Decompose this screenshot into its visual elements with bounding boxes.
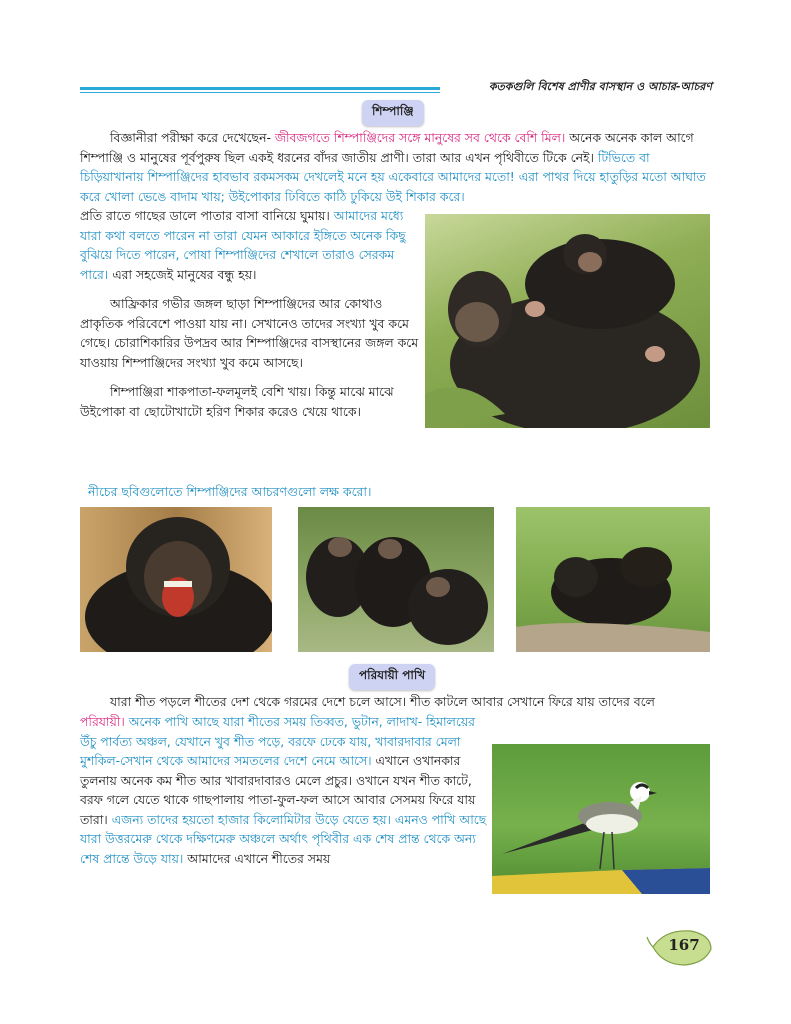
wagtail-bird-photo [492, 744, 710, 894]
paragraph-migratory-body [80, 712, 488, 868]
highlight-text: আমাদের মধ্যে যারা কথা বলতে পারেন না তারা যেমন আকারে ইঙ্গিতে অনেক কিছু বুঝিয়ে দিতে পারেন, পোষা শিম্পাঞ্জিদের শেখালে তারাও সেরকম পারে। [80, 208, 406, 282]
chimpanzee-group-photo [298, 507, 494, 652]
paragraph-diet: শিম্পাঞ্জিরা শাকপাতা-ফলমূলই বেশি খায়। কিন্তু মাঝে মাঝে উইপোকা বা ছোটোখাটো হরিণ শিকার করেও খেয়ে থাকে। [80, 384, 394, 419]
highlight-text: এজন্য তাদের হয়তো হাজার কিলোমিটার উড়ে যেতে হয়। এমনও পাখি আছে যারা উত্তরমেরু থেকে দক্ষিণমেরু অঞ্চলে অর্থাৎ পৃথিবীর এক শেষ প্রান্ত থেকে অন্য শেষ প্রান্তে উড়ে যায়। [80, 811, 487, 866]
chapter-header: কতকগুলি বিশেষ প্রাণীর বাসস্থান ও আচার-আচরণ [488, 80, 712, 93]
highlight-text: জীবজগতে শিম্পাঞ্জিদের সঙ্গে মানুষের সব থেকে বেশি মিল। [274, 130, 566, 145]
header-rule [80, 87, 440, 90]
text-run: এখানে ওখানকার তুলনায় অনেক কম শীত আর খাবারদাবারও মেলে প্রচুর। ওখানে যখন শীত কাটে, বরফ গলে যেতে থাকে গাছপালায় পাতা-ফুল-ফল আসে আবার সেসময় ফিরে যায় তারা। [80, 753, 476, 827]
paragraph-migratory-intro [80, 692, 710, 712]
paragraph-intro [80, 128, 710, 206]
text-run: প্রতি রাতে গাছের ডালে পাতার বাসা বানিয়ে ঘুমায়। [80, 208, 330, 223]
text-run: এরা সহজেই মানুষের বন্ধু হয়। [112, 266, 257, 282]
text-run: বিজ্ঞানীরা পরীক্ষা করে দেখেছেন- [110, 130, 271, 145]
page-number: 167 [668, 936, 700, 954]
paragraph-habitat: আফ্রিকার গভীর জঙ্গল ছাড়া শিম্পাঞ্জিদের আর কোথাও প্রাকৃতিক পরিবেশে পাওয়া যায় না। সেখানেও তাদের সংখ্যা খুব কমে গেছে। চোরাশিকারির উপদ্রব আর শিম্পাঞ্জিদের বাসস্থানের জঙ্গল কমে যাওয়ায় শিম্পাঞ্জিদের সংখ্যা খুব কমে আসছে। [80, 296, 419, 370]
section-heading-chimpanzee: শিম্পাঞ্জি [362, 100, 424, 126]
chimpanzees-grooming-photo [516, 507, 710, 652]
section-heading-migratory-birds: পরিযায়ী পাখি [349, 664, 435, 690]
chimpanzee-mother-baby-photo [425, 214, 710, 428]
photo-instruction: নীচের ছবিগুলোতে শিম্পাঞ্জিদের আচরণগুলো লক্ষ করো। [88, 484, 372, 499]
header-rule-thin [80, 92, 440, 93]
text-run: যারা শীত পড়লে শীতের দেশ থেকে গরমের দেশে চলে আসে। শীত কাটলে আবার সেখানে ফিরে যায় তাদের বলে [110, 694, 655, 709]
page-number-badge [645, 925, 715, 969]
text-run: আমাদের এখানে শীতের সময় [187, 850, 331, 866]
highlight-text: টিভিতে বা চিড়িয়াখানায় শিম্পাঞ্জিদের হাবভাব রকমসকম দেখলেই মনে হয় একেবারে আমাদের মতো! এরা পাথর দিয়ে হাতুড়ির মতো আঘাত করে খোলা ভেঙে বাদাম খায়; উইপোকার ঢিবিতে কাঠি ঢুকিয়ে উই শিকার করে। [80, 149, 706, 204]
highlight-text: অনেক পাখি আছে যারা শীতের সময় তিব্বত, ভুটান, লাদাখ- হিমালয়ের উঁচু পার্বত্য অঞ্চল, যেখানে খুব শীত পড়ে, বরফে ঢেকে যায়, খাবারদাবার মেলা মুশকিল-সেখান থেকে আমাদের সমতলের দেশে নেমে আসে। [80, 714, 475, 768]
paragraph-left-column [80, 206, 420, 421]
text-run: অনেক অনেক কাল আগে শিম্পাঞ্জি ও মানুষের পূর্বপুরুষ ছিল একই ধরনের বাঁদর জাতীয় প্রাণী। তারা আর এখন পৃথিবীতে টিকে নেই। [80, 130, 694, 165]
chimpanzee-screaming-photo [80, 507, 272, 652]
highlight-text: পরিযায়ী। [80, 714, 125, 729]
